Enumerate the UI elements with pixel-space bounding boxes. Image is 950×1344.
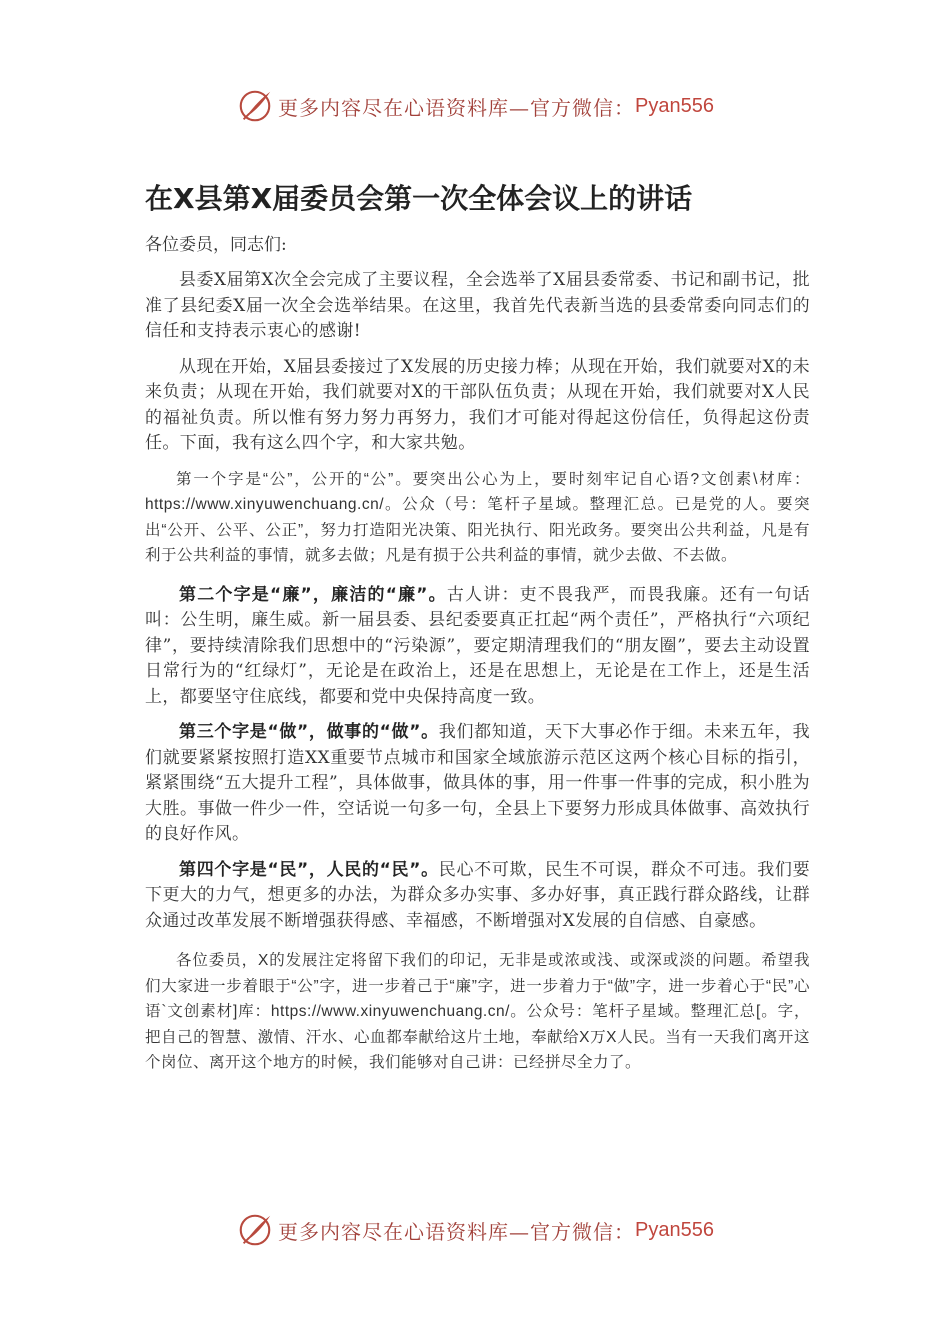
page-title: 在X县第X届委员会第一次全体会议上的讲话 [145, 182, 693, 215]
paragraph [145, 720, 810, 848]
speech-body [145, 232, 810, 1086]
paragraph-text: 第一个字是“公”，公开的“公”。要突出公心为上，要时刻牢记自心语?文创素\材库：https://www.xinyuwenchuang.cn/。公众（号：笔杆子星域。整理汇总。已是党的人。要突出“公开、公平、公正”，努力打造阳光决策、阳光执行、阳光政务。要突出公共利益，凡是有利于公共利益的事情，就多去做；凡是有损于公共利益的事情，就少去做、不去做。 [145, 470, 810, 564]
quill-logo-icon [236, 1211, 274, 1249]
paragraph-text: 从现在开始，X届县委接过了X发展的历史接力棒；从现在开始，我们就要对X的未来负责；从现在开始，我们就要对X的干部队伍负责；从现在开始，我们就要对X人民的福祉负责。所以惟有努力努力再努力，我们才可能对得起这份信任，负得起这份责任。下面，我有这么四个字，和大家共勉。 [145, 356, 810, 453]
banner-text: 更多内容尽在心语资料库—官方微信： [278, 1219, 636, 1244]
paragraph-text: 县委X届第X次全会完成了主要议程，全会选举了X届县委常委、书记和副书记，批准了县纪委X届一次全会选举结果。在这里，我首先代表新当选的县委常委向同志们的信任和支持表示衷心的感谢! [145, 270, 810, 341]
greeting: 各位委员，同志们: [145, 235, 287, 255]
paragraph [145, 467, 810, 569]
paragraph-lead: 第四个字是“民”，人民的“民”。 [179, 859, 439, 880]
banner-wechat-id: Pyan556 [635, 94, 714, 117]
footer-watermark-banner [0, 1208, 950, 1252]
paragraph-text: 民心不可欺，民生不可误，群众不可违。我们要下更大的力气，想更多的办法，为群众多办实事、多办好事，真正践行群众路线，让群众通过改革发展不断增强获得感、幸福感，不断增强对X发展的自信感、自豪感。 [145, 859, 810, 931]
paragraph-text: 各位委员，X的发展注定将留下我们的印记，无非是或浓或浅、或深或淡的问题。希望我们大家进一步着眼于“公”字，进一步着己于“廉”字，进一步着力于“做”字，进一步着心于“民”心语`文创素材]库：https://www.xinyuwenchuang.cn/。公众号：笔杆子星域。整理汇总[。字，把自己的智慧、激情、汗水、心血都奉献给这片土地，奉献给X万X人民。当有一天我们离开这个岗位、离开这个地方的时候，我们能够对自己讲：已经拼尽全力了。 [145, 952, 810, 1071]
paragraph [145, 948, 810, 1076]
paragraph [145, 268, 810, 345]
paragraph [145, 355, 810, 457]
paragraph-text: 我们都知道，天下大事必作于细。未来五年，我们就要紧紧按照打造XX重要节点城市和国家全域旅游示范区这两个核心目标的指引，紧紧围绕“五大提升工程”，具体做事，做具体的事，用一件事一件事的完成，积小胜为大胜。事做一件少一件，空话说一句多一句，全县上下要努力形成具体做事、高效执行的良好作风。 [145, 722, 810, 844]
paragraph [145, 858, 810, 935]
paragraph-lead: 第三个字是“做”，做事的“做”。 [179, 722, 439, 742]
paragraph [145, 583, 810, 711]
banner-wechat-id: Pyan556 [635, 1218, 714, 1241]
quill-logo-icon [236, 87, 274, 125]
paragraph-lead: 第二个字是“廉”，廉洁的“廉”。 [179, 584, 447, 605]
header-watermark-banner [0, 84, 950, 128]
banner-text: 更多内容尽在心语资料库—官方微信： [278, 95, 636, 120]
paragraph-text: 古人讲：吏不畏我严，而畏我廉。还有一句话叫：公生明，廉生威。新一届县委、县纪委要真正扛起“两个责任”，严格执行“六项纪律”，要持续清除我们思想中的“污染源”，要定期清理我们的“朋友圈”，要去主动设置日常行为的“红绿灯”，无论是在政治上，还是在思想上，无论是在工作上，还是生活上，都要坚守住底线，都要和党中央保持高度一致。 [145, 584, 811, 707]
